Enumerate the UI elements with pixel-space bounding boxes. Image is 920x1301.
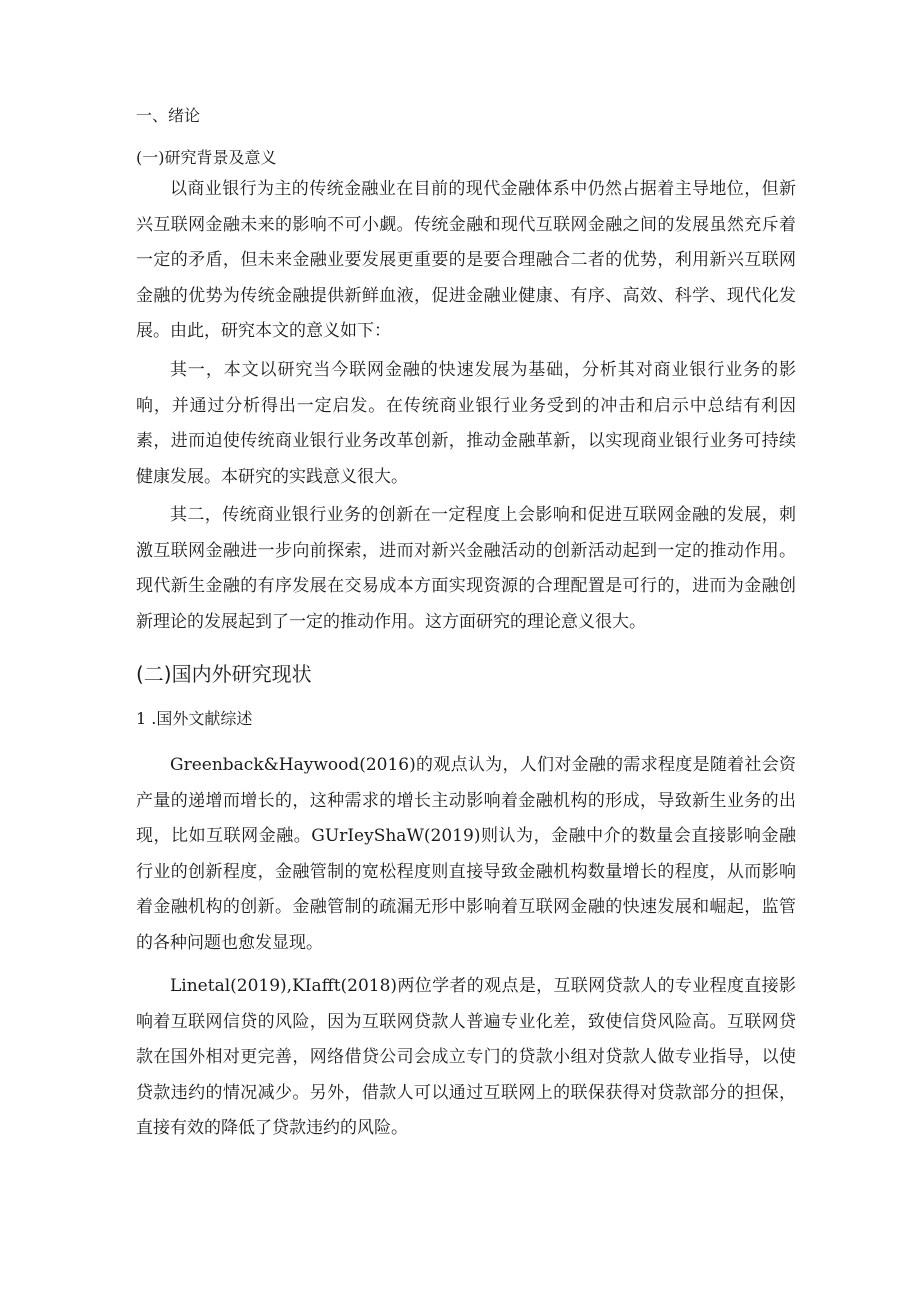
paragraph-literature-1: Greenback&Haywood(2016)的观点认为，人们对金融的需求程度是随着社会资产量的递增而增长的，这种需求的增长主动影响着金融机构的形成，导致新生业务的出现，比如互联网金融。GUrIeyShaW(2019)则认为，金融中介的数量会直接影响金融行业的创新程度，金融管制的宽松程度则直接导致金融机构数量增长的程度，从而影响着金融机构的创新。金融管制的疏漏无形中影响着互联网金融的快速发展和崛起，监管的各种问题也愈发显现。 <box>136 755 796 953</box>
paragraph-significance-2: 其二，传统商业银行业务的创新在一定程度上会影响和促进互联网金融的发展，刺激互联网金融进一步向前探索，进而对新兴金融活动的创新活动起到一定的推动作用。现代新生金融的有序发展在交易成本方面实现资源的合理配置是可行的，进而为金融创新理论的发展起到了一定的推动作用。这方面研究的理论意义很大。 <box>136 505 796 632</box>
chapter-heading: 一、绪论 <box>136 106 201 125</box>
paragraph-intro: 以商业银行为主的传统金融业在目前的现代金融体系中仍然占据着主导地位，但新兴互联网金融未来的影响不可小觑。传统金融和现代互联网金融之间的发展虽然充斥着一定的矛盾，但未来金融业要发展更重要的是要合理融合二者的优势，利用新兴互联网金融的优势为传统金融提供新鲜血液，促进金融业健康、有序、高效、科学、现代化发展。由此，研究本文的意义如下： <box>136 179 796 341</box>
paragraph-significance-1: 其一，本文以研究当今联网金融的快速发展为基础，分析其对商业银行业务的影响，并通过分析得出一定启发。在传统商业银行业务受到的冲击和启示中总结有利因素，进而迫使传统商业银行业务改革创新，推动金融革新，以实现商业银行业务可持续健康发展。本研究的实践意义很大。 <box>136 360 796 487</box>
paragraph-literature-2: Linetal(2019),KIafft(2018)两位学者的观点是，互联网贷款人的专业程度直接影响着互联网信贷的风险，因为互联网贷款人普遍专业化差，致使信贷风险高。互联网贷款在国外相对更完善，网络借贷公司会成立专门的贷款小组对贷款人做专业指导，以使贷款违约的情况减少。另外，借款人可以通过互联网上的联保获得对贷款部分的担保，直接有效的降低了贷款违约的风险。 <box>136 976 796 1138</box>
subsection-heading-foreign-literature: 1 .国外文献综述 <box>136 709 253 728</box>
section-heading-research-status: (二)国内外研究现状 <box>136 662 312 686</box>
section-heading-background: (一)研究背景及意义 <box>136 148 277 167</box>
